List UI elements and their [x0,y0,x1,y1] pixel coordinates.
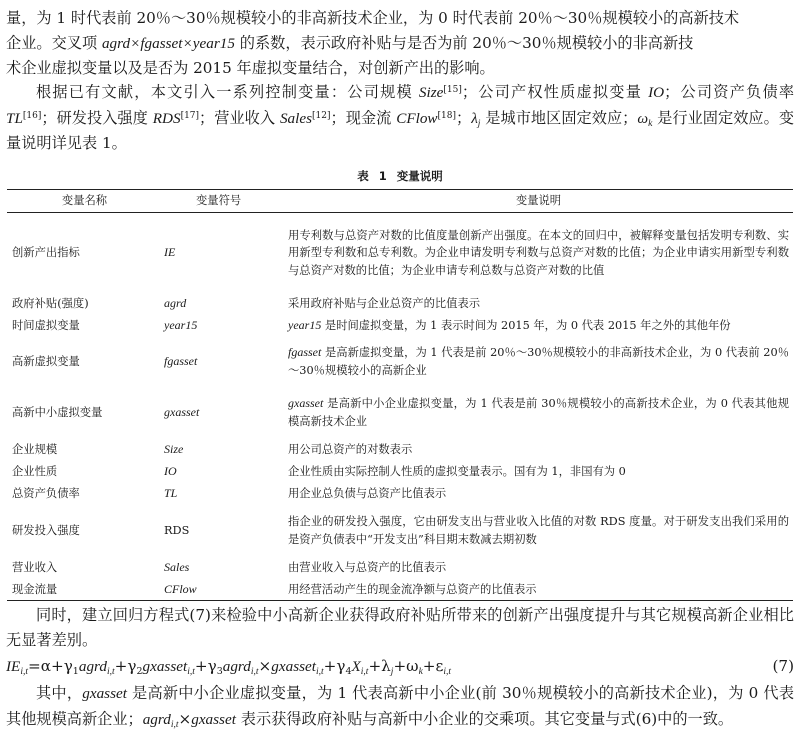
citation[interactable]: [12] [312,110,331,121]
paragraph-variable-definition [6,6,794,81]
table-row [7,387,793,439]
table-caption: 表 1 变量说明 [357,169,443,183]
table-row [7,337,793,387]
variable-description: 采用政府补贴与企业总资产的比值表示 [288,296,481,310]
variable-name: 企业性质 [12,464,58,478]
text-line: 企业。交叉项 agrd×fgasset×year15 的系数，表示政府补贴与是否为前 20％～30％规模较小的非高新技 [6,33,694,52]
variable-description: 用企业总负债与总资产比值表示 [288,486,447,500]
paragraph-control-variables: 根据已有文献，本文引入一系列控制变量：公司规模 Size[15]；公司产权性质虚拟变量 IO；公司资产负债率 TL[16]；研发投入强度 RDS[17]；营业收入 Sales[12]；现金流 CFlow[18]；$\lambda_j$ 是城市地区固定效应；$\omega_k$ 是行业固定效应。变量说明详见表 1。 [6,83,795,152]
variable-symbol: Sales [164,559,190,574]
text-line: 术企业虚拟变量以及是否为 2015 年虚拟变量结合，对创新产出的影响。 [6,59,495,77]
equation-7 [6,653,794,679]
variable-symbol: year15 [164,317,198,332]
variable-name: 创新产出指标 [12,246,80,259]
variable-symbol: CFlow [164,581,197,596]
variable-description: 指企业的研发投入强度，它由研发支出与营业收入比值的对数 RDS 度量。对于研发支出我们采用的是资产负债表中“开发支出”科目期末数减去期初数 [288,515,789,546]
variable-symbol: Size [164,441,184,456]
interaction-term: agrd×fgasset×year15 [101,34,235,52]
variable-description: 由营业收入与总资产的比值表示 [288,560,447,574]
variable-symbol: fgasset [164,353,198,368]
header-variable-name: 变量名称 [7,190,162,213]
citation[interactable]: [18] [437,110,457,121]
variables-table [7,189,793,601]
variable-symbol: IO [164,463,177,478]
equation-body: $IE_{i,t}=\alpha+\gamma_1agrd_{i,t}+\gamma_2gxasset_{i,t}+\gamma_3agrd_{i,t}\times gxasset_{i,t}+\gamma_4X_{i,t}+\lambda_j+\omega_k+\varepsilon_{i,t}$ [6,657,452,677]
table-row [7,213,793,293]
table-row [7,293,793,315]
variable-description: 用专利数与总资产对数的比值度量创新产出强度。在本文的回归中，被解释变量包括发明专利数、实用新型专利数和总专利数。为企业申请发明专利数与总资产对数的比值；为企业申请实用新型专利数与总资产对数的比值；为企业申请专利总数与总资产对数的比值 [288,228,789,277]
table-row [7,483,793,505]
table-row [7,439,793,461]
table-row [7,505,793,557]
variable-name: 企业规模 [12,442,58,456]
table-header-row [7,190,793,213]
variable-name: 总资产负债率 [12,486,80,500]
table-row [7,315,793,337]
variable-symbol: gxasset [164,404,200,419]
variable-description: 用公司总资产的对数表示 [288,442,413,456]
variable-symbol: agrd [164,295,187,310]
text-line: 量，为 1 时代表前 20％～30％规模较小的非高新技术企业，为 0 时代表前 20％～30％规模较小的高新技术 [6,9,740,27]
variable-description: fgasset 是高新虚拟变量，为 1 代表是前 20％～30％规模较小的非高新技术企业，为 0 代表前 20％～30％规模较小的高新企业 [288,345,789,377]
variable-symbol: TL [164,485,178,500]
table-row [7,461,793,483]
equation-number: (7) [772,657,794,675]
variable-symbol: RDS [164,523,190,537]
variable-description: gxasset 是高新中小企业虚拟变量，为 1 代表是前 30％规模较小的高新技术企业，为 0 代表其他规模高新技术企业 [288,396,789,428]
variable-symbol: IE [164,245,176,259]
paragraph-where: 其中，gxasset 是高新中小企业虚拟变量，为 1 代表高新中小企业(前 30％规模较小的高新技术企业)，为 0 代表其他规模高新企业；agrd$_{i,t}$×gxasset 表示获得政府补贴与高新中小企业的交乘项。其它变量与式(6)中的一致。 [6,684,795,730]
variable-name: 现金流量 [7,579,162,601]
variable-name: 研发投入强度 [12,523,80,537]
variable-name: 高新虚拟变量 [12,354,80,368]
variable-name: 政府补贴(强度) [12,296,89,310]
header-variable-description: 变量说明 [284,190,793,213]
variable-description: year15 是时间虚拟变量，为 1 表示时间为 2015 年，为 0 代表 2015 年之外的其他年份 [288,317,731,332]
citation[interactable]: [17] [180,110,200,121]
table-row [7,557,793,579]
citation[interactable]: [16] [22,110,42,121]
paragraph-model-intro: 同时，建立回归方程式(7)来检验中小高新企业获得政府补贴所带来的创新产出强度提升与其它规模高新企业相比无显著差别。 [6,606,794,649]
variable-description: 用经营活动产生的现金流净额与总资产的比值表示 [284,579,793,601]
variable-description: 企业性质由实际控制人性质的虚拟变量表示。国有为 1，非国有为 0 [288,464,626,478]
variable-name: 时间虚拟变量 [12,318,80,332]
table-row [7,579,793,601]
header-variable-symbol: 变量符号 [162,190,284,213]
citation[interactable]: [15] [443,85,462,95]
variable-name: 营业收入 [12,560,58,574]
variable-name: 高新中小虚拟变量 [12,405,103,419]
